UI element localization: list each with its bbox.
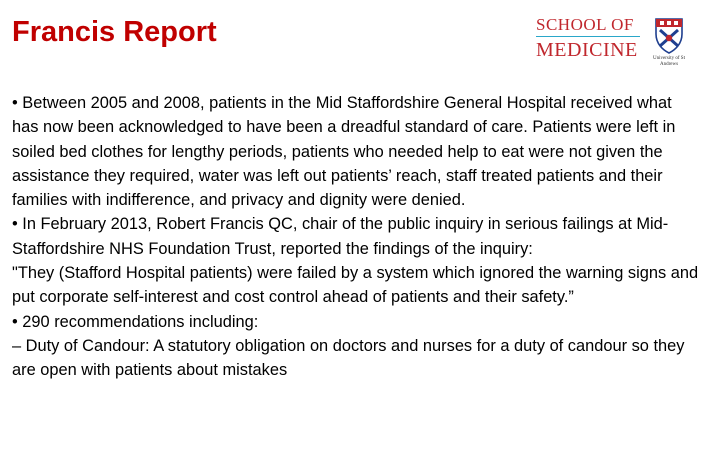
logo-wordmark [536, 14, 646, 62]
bullet-recommendations: • 290 recommendations including: [12, 312, 259, 331]
slide-body [12, 91, 702, 383]
logo-line-school-of: SCHOOL OF [536, 15, 634, 34]
slide-title: Francis Report [12, 16, 217, 48]
school-of-medicine-logo [536, 14, 688, 76]
inquiry-quote: "They (Stafford Hospital patients) were failed by a system which ignored the warning signs and put corporate self-interest and cost control ahead of patients and their safety.” [12, 264, 699, 307]
crest-caption: University of St Andrews [653, 56, 685, 67]
logo-line-medicine: MEDICINE [536, 39, 638, 61]
university-crest-icon [654, 16, 684, 56]
sub-bullet-duty-of-candour: – Duty of Candour: A statutory obligation on doctors and nurses for a duty of candour so they are open with patients about mistakes [12, 336, 685, 380]
logo-divider [536, 36, 640, 37]
bullet-care-standards: • Between 2005 and 2008, patients in the Mid Staffordshire General Hospital received what has now been acknowledged to have been a dreadful standard of care. Patients were left in soiled bed clothes for lengthy periods, patients who needed help to eat were not given the assistance they required, water was left out patients’ reach, staff treated patients and their families with indifference, and privacy and dignity were denied. [12, 94, 676, 210]
bullet-francis-inquiry: • In February 2013, Robert Francis QC, chair of the public inquiry in serious failings at Mid-Staffordshire NHS Foundation Trust, reported the findings of the inquiry: [12, 215, 669, 258]
